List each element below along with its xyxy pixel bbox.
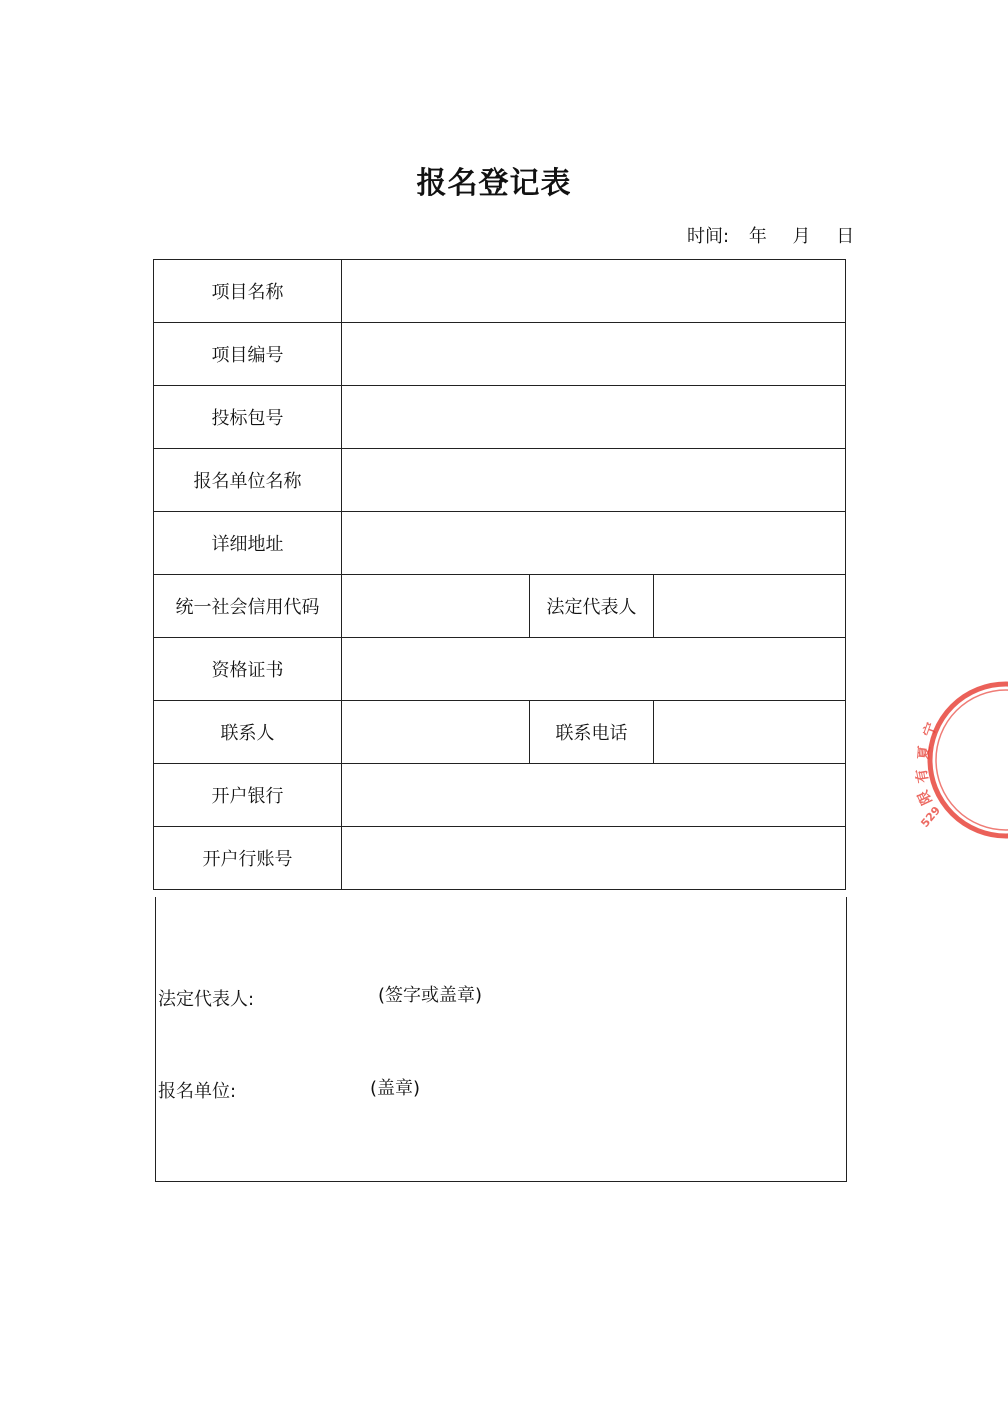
table-row — [154, 764, 846, 827]
label-unit-name: 报名单位名称 — [154, 449, 342, 512]
field-bank[interactable] — [342, 764, 846, 827]
unit-stamp-note: (盖章) — [370, 1078, 421, 1099]
date-day-unit: 日 — [836, 226, 855, 247]
signature-box — [155, 897, 847, 1182]
table-row — [154, 449, 846, 512]
svg-text:529: 529 — [918, 803, 944, 830]
table-row — [154, 827, 846, 890]
label-project-name: 项目名称 — [154, 260, 342, 323]
svg-text:夏: 夏 — [916, 745, 934, 761]
unit-stamp-row — [158, 1077, 421, 1103]
field-unit-name[interactable] — [342, 449, 846, 512]
label-project-number: 项目编号 — [154, 323, 342, 386]
label-bid-package: 投标包号 — [154, 386, 342, 449]
date-year-unit: 年 — [748, 226, 767, 247]
label-contact-person: 联系人 — [154, 701, 342, 764]
table-row — [154, 386, 846, 449]
unit-stamp-label: 报名单位: — [158, 1081, 237, 1102]
table-row — [154, 323, 846, 386]
table-row — [154, 260, 846, 323]
label-contact-phone: 联系电话 — [530, 701, 654, 764]
field-bank-account[interactable] — [342, 827, 846, 890]
label-credit-code: 统一社会信用代码 — [154, 575, 342, 638]
table-row — [154, 512, 846, 575]
field-project-name[interactable] — [342, 260, 846, 323]
label-legal-representative: 法定代表人 — [530, 575, 654, 638]
legal-rep-signature-note: (签字或盖章) — [378, 985, 483, 1006]
date-label: 时间: — [687, 226, 730, 247]
field-project-number[interactable] — [342, 323, 846, 386]
field-qualification[interactable] — [342, 638, 846, 701]
legal-rep-signature-row — [158, 985, 483, 1011]
date-line — [687, 222, 854, 248]
label-bank: 开户银行 — [154, 764, 342, 827]
field-bid-package[interactable] — [342, 386, 846, 449]
svg-text:宁: 宁 — [920, 720, 941, 740]
field-address[interactable] — [342, 512, 846, 575]
svg-text:限: 限 — [915, 787, 936, 808]
field-credit-code[interactable] — [342, 575, 530, 638]
label-address: 详细地址 — [154, 512, 342, 575]
field-legal-representative[interactable] — [654, 575, 846, 638]
company-seal-icon — [913, 678, 1008, 843]
table-row — [154, 701, 846, 764]
label-qualification: 资格证书 — [154, 638, 342, 701]
page-title: 报名登记表 — [416, 166, 572, 201]
label-bank-account: 开户行账号 — [154, 827, 342, 890]
table-row — [154, 575, 846, 638]
legal-rep-signature-label: 法定代表人: — [158, 989, 255, 1010]
registration-table — [153, 259, 846, 890]
field-contact-phone[interactable] — [654, 701, 846, 764]
field-contact-person[interactable] — [342, 701, 530, 764]
svg-text:有: 有 — [913, 767, 932, 785]
table-row — [154, 638, 846, 701]
date-month-unit: 月 — [792, 226, 811, 247]
